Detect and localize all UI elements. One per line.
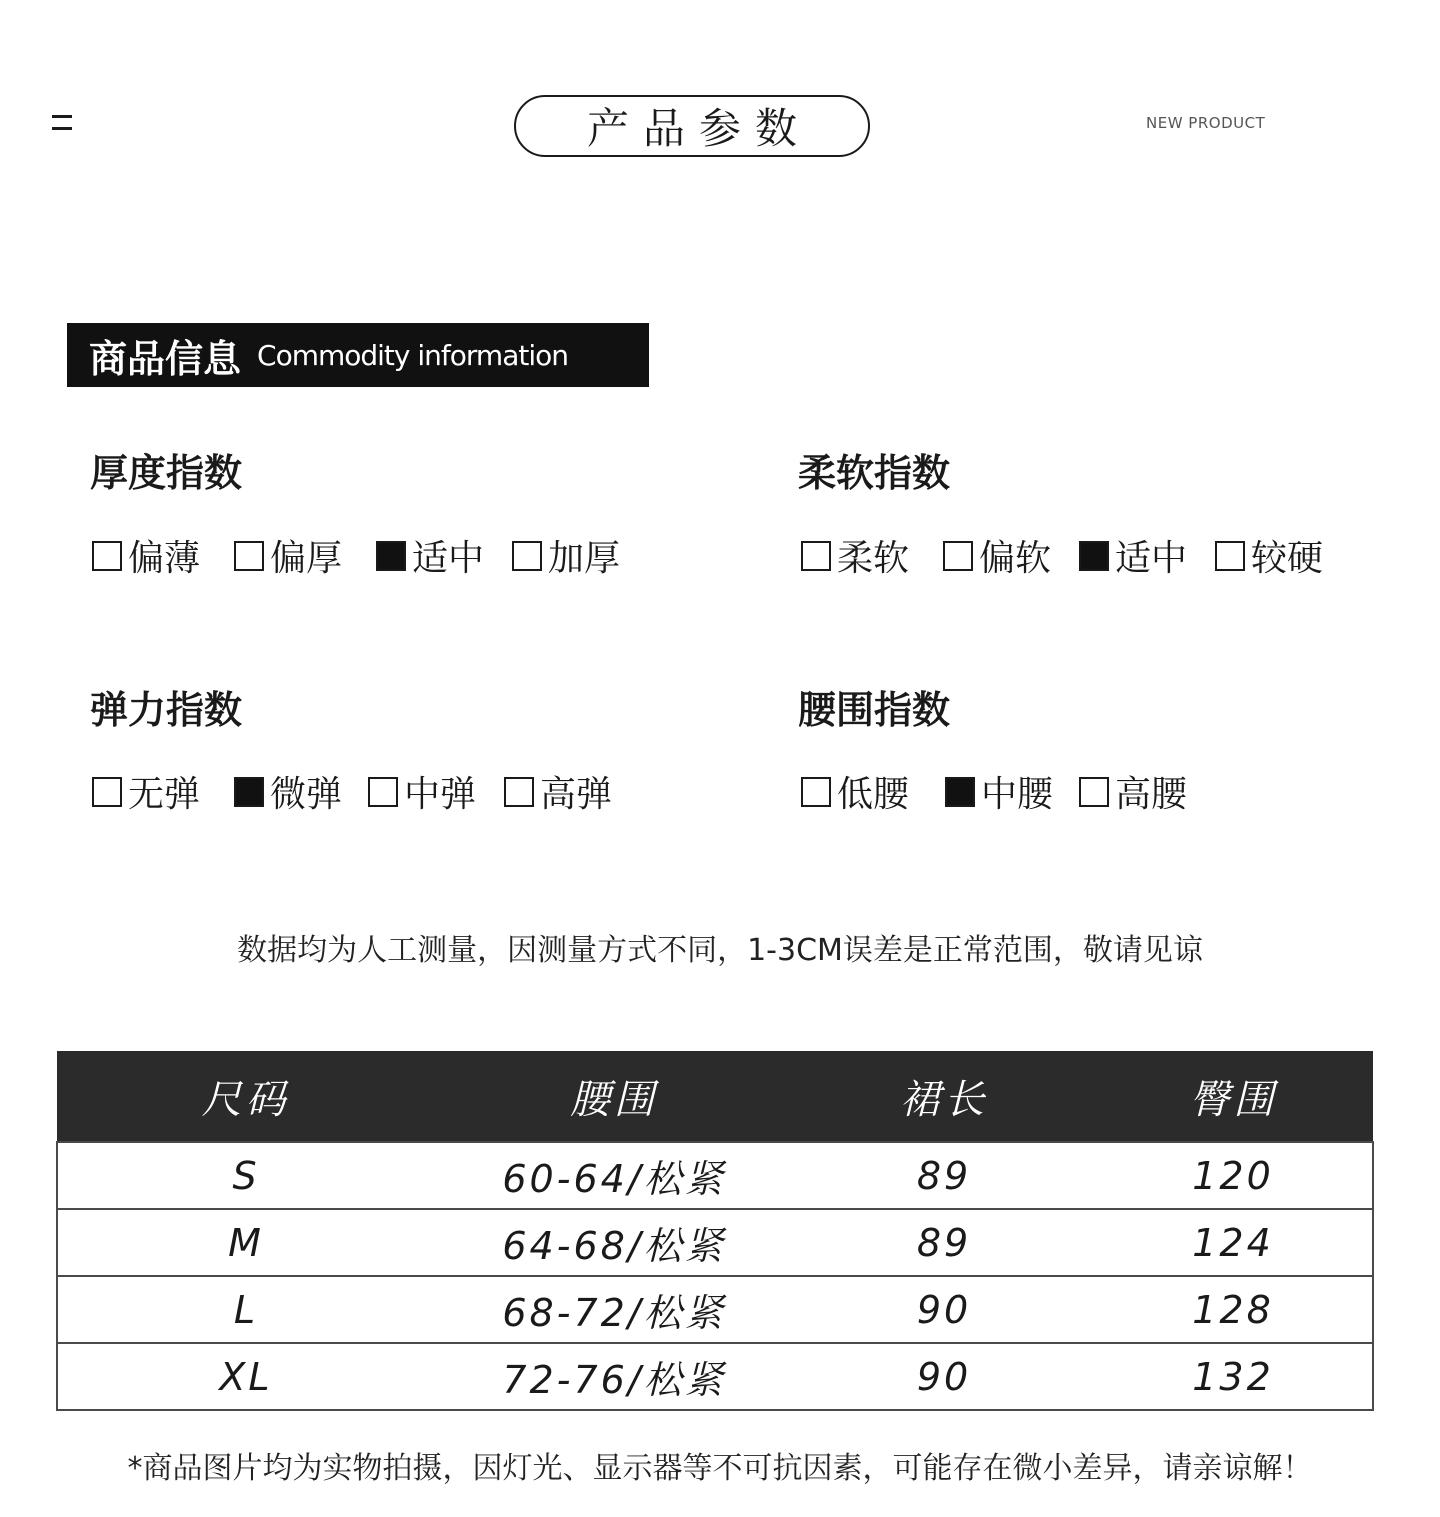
checkbox[interactable] [92,777,122,807]
checkbox[interactable] [1215,541,1245,571]
option-high-stretch[interactable] [504,766,612,817]
footer-disclaimer: *商品图片均为实物拍摄，因灯光、显示器等不可抗因素，可能存在微小差异，请亲谅解！ [127,1451,1313,1486]
new-product-tagline: NEW PRODUCT [1146,114,1266,132]
option-high-waist[interactable] [1079,766,1187,817]
option-label: 加厚 [548,538,621,579]
group-title-waist: 腰围指数 [798,688,951,732]
checkbox[interactable] [368,777,398,807]
option-soft[interactable] [801,530,909,581]
checkbox[interactable] [234,777,264,807]
checkbox[interactable] [945,777,975,807]
group-title-thickness: 厚度指数 [90,451,243,495]
group-title-softness: 柔软指数 [798,451,951,495]
group-title-elasticity: 弹力指数 [90,688,243,732]
section-title-cn: 商品信息 [89,336,242,381]
option-label: 较硬 [1251,538,1324,579]
cell-size: L [57,1276,434,1343]
option-label: 低腰 [837,774,910,815]
option-label: 偏薄 [128,538,201,579]
cell-size: S [57,1142,434,1209]
table-header-row [57,1051,1373,1142]
checkbox[interactable] [504,777,534,807]
checkbox[interactable] [801,777,831,807]
section-title-en: Commodity information [257,338,568,372]
cell-waist: 60-64/松紧 [434,1142,794,1209]
option-label: 高弹 [540,774,613,815]
option-label: 适中 [1115,538,1188,579]
option-moderate[interactable] [1079,530,1187,581]
option-label: 中腰 [981,774,1054,815]
table-row [57,1209,1373,1276]
options-elasticity [92,766,612,817]
option-label: 高腰 [1115,774,1188,815]
table-row [57,1276,1373,1343]
option-label: 无弹 [128,774,201,815]
option-fairly-soft[interactable] [943,530,1051,581]
section-banner [67,323,649,387]
option-label: 柔软 [837,538,910,579]
option-low-waist[interactable] [801,766,909,817]
cell-waist: 68-72/松紧 [434,1276,794,1343]
cell-size: XL [57,1343,434,1410]
cell-size: M [57,1209,434,1276]
option-thick[interactable] [234,530,342,581]
header-skirt-length: 裙长 [794,1051,1094,1142]
checkbox[interactable] [376,541,406,571]
table-row [57,1142,1373,1209]
cell-hip: 128 [1094,1276,1373,1343]
menu-icon[interactable] [52,113,72,133]
size-table [56,1051,1374,1411]
option-medium[interactable] [376,530,484,581]
option-no-stretch[interactable] [92,766,200,817]
checkbox[interactable] [92,541,122,571]
options-waist [801,766,1187,817]
option-label: 中弹 [404,774,477,815]
page-title: 产品参数 [514,95,870,157]
header-size: 尺码 [57,1051,434,1142]
checkbox[interactable] [1079,777,1109,807]
option-mid-waist[interactable] [945,766,1053,817]
cell-skirt-length: 90 [794,1343,1094,1410]
cell-waist: 72-76/松紧 [434,1343,794,1410]
option-label: 微弹 [270,774,343,815]
option-label: 偏厚 [270,538,343,579]
cell-skirt-length: 89 [794,1209,1094,1276]
option-slight-stretch[interactable] [234,766,342,817]
header-hip: 臀围 [1094,1051,1373,1142]
checkbox[interactable] [943,541,973,571]
option-label: 适中 [412,538,485,579]
table-row [57,1343,1373,1410]
cell-skirt-length: 89 [794,1142,1094,1209]
cell-waist: 64-68/松紧 [434,1209,794,1276]
option-firm[interactable] [1215,530,1323,581]
measurement-note: 数据均为人工测量，因测量方式不同，1-3CM误差是正常范围，敬请见谅 [237,933,1203,968]
checkbox[interactable] [512,541,542,571]
cell-hip: 120 [1094,1142,1373,1209]
checkbox[interactable] [801,541,831,571]
options-thickness [92,530,620,581]
cell-skirt-length: 90 [794,1276,1094,1343]
option-extra-thick[interactable] [512,530,620,581]
option-thin[interactable] [92,530,200,581]
options-softness [801,530,1323,581]
cell-hip: 132 [1094,1343,1373,1410]
header-waist: 腰围 [434,1051,794,1142]
checkbox[interactable] [234,541,264,571]
option-medium-stretch[interactable] [368,766,476,817]
cell-hip: 124 [1094,1209,1373,1276]
checkbox[interactable] [1079,541,1109,571]
option-label: 偏软 [979,538,1052,579]
